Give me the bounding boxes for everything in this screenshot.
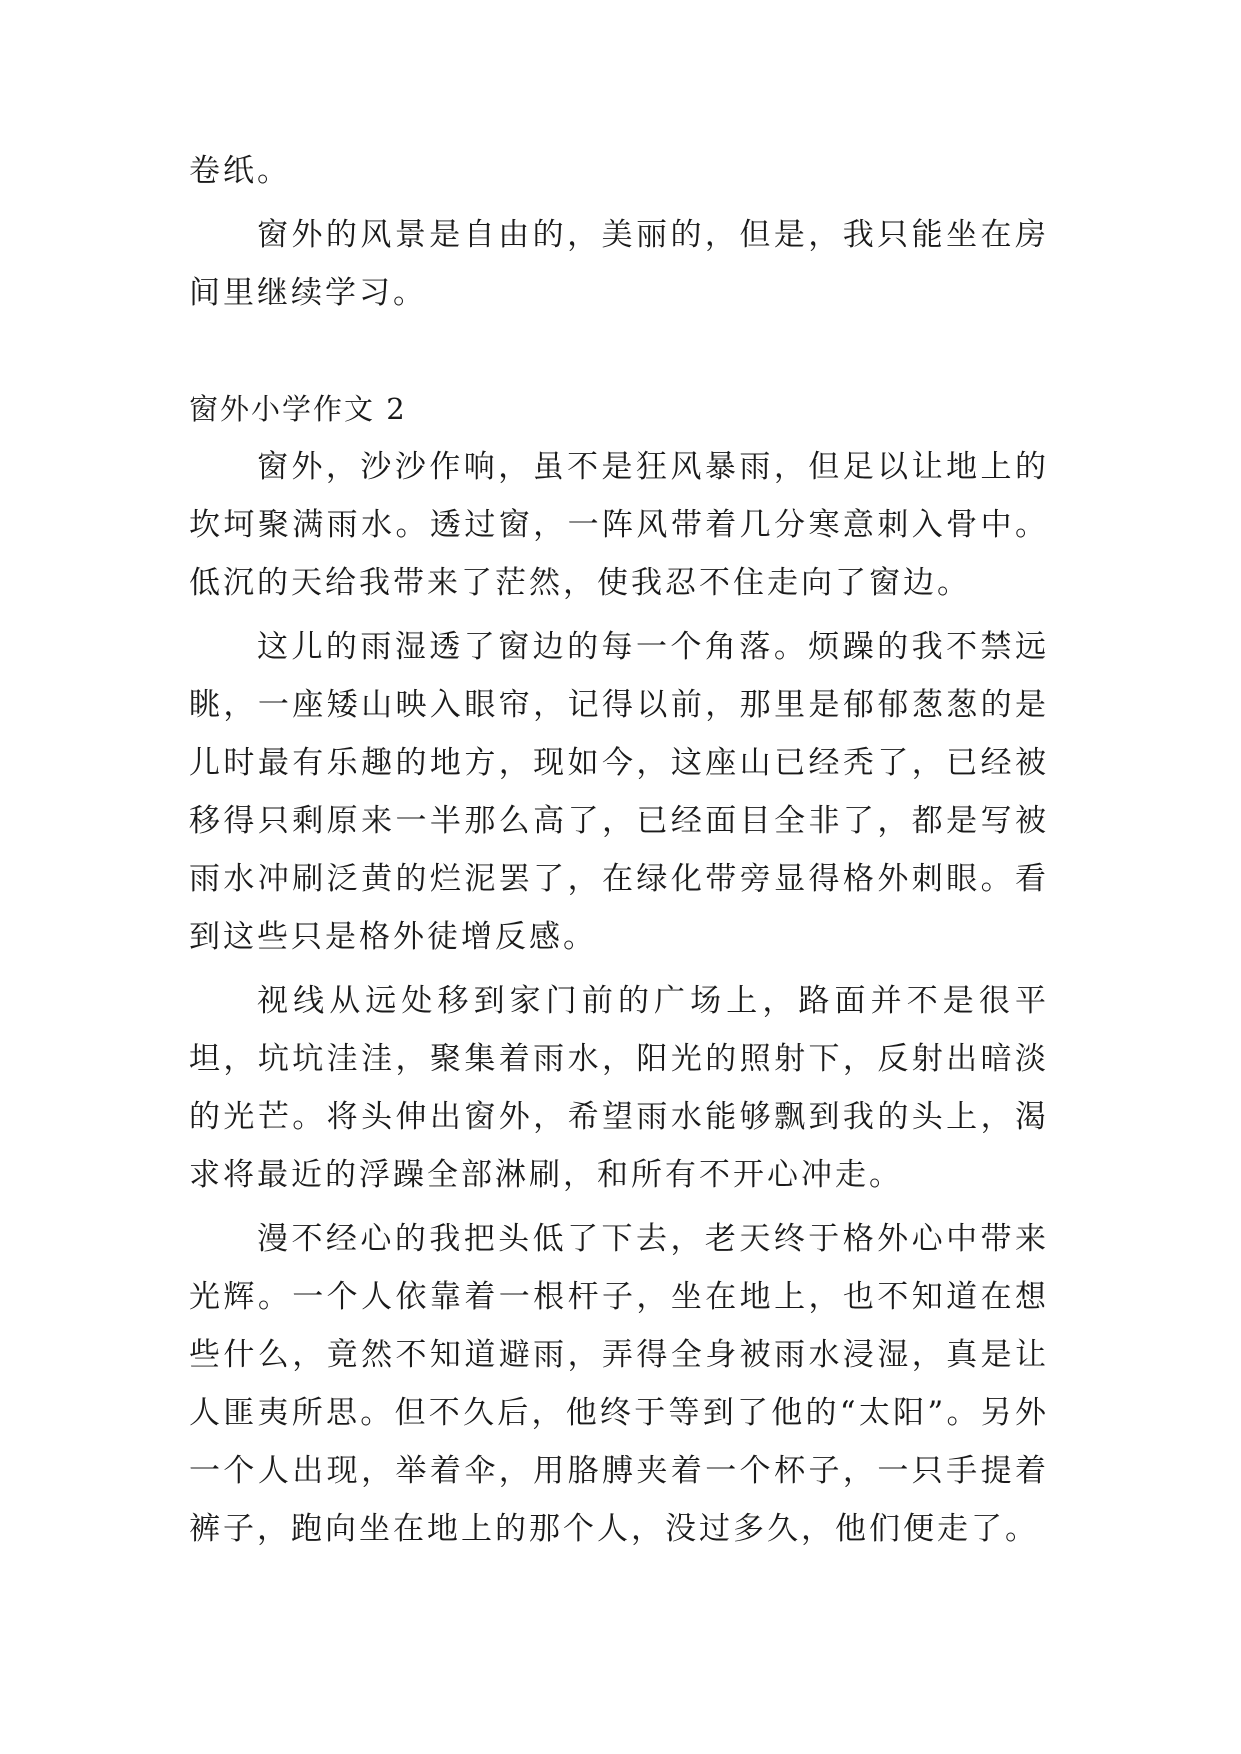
paragraph-2: 这儿的雨湿透了窗边的每一个角落。烦躁的我不禁远眺，一座矮山映入眼帘，记得以前，那里是郁郁葱葱的是儿时最有乐趣的地方，现如今，这座山已经秃了，已经被移得只剩原来一半那么高了，已经面目全非了，都是写被雨水冲刷泛黄的烂泥罢了，在绿化带旁显得格外刺眼。看到这些只是格外徒增反感。 — [189, 629, 1049, 955]
document-body — [189, 142, 1049, 1558]
paragraph-1: 窗外，沙沙作响，虽不是狂风暴雨，但足以让地上的坎坷聚满雨水。透过窗，一阵风带着几分寒意刺入骨中。低沉的天给我带来了茫然，使我忍不住走向了窗边。 — [189, 449, 1049, 601]
paragraph-4: 漫不经心的我把头低了下去，老天终于格外心中带来光辉。一个人依靠着一根杆子，坐在地上，也不知道在想些什么，竟然不知道避雨，弄得全身被雨水浸湿，真是让人匪夷所思。但不久后，他终于等到了他的“太阳”。另外一个人出现，举着伞，用胳膊夹着一个杯子，一只手提着裤子，跑向坐在地上的那个人，没过多久，他们便走了。 — [189, 1221, 1049, 1547]
paragraph-3: 视线从远处移到家门前的广场上，路面并不是很平坦，坑坑洼洼，聚集着雨水，阳光的照射下，反射出暗淡的光芒。将头伸出窗外，希望雨水能够飘到我的头上，渴求将最近的浮躁全部淋刷，和所有不开心冲走。 — [189, 983, 1049, 1193]
paragraph-continuation: 卷纸。 — [189, 153, 291, 189]
section-title: 窗外小学作文 2 — [189, 392, 407, 426]
paragraph-window-scenery: 窗外的风景是自由的，美丽的，但是，我只能坐在房间里继续学习。 — [189, 217, 1049, 311]
